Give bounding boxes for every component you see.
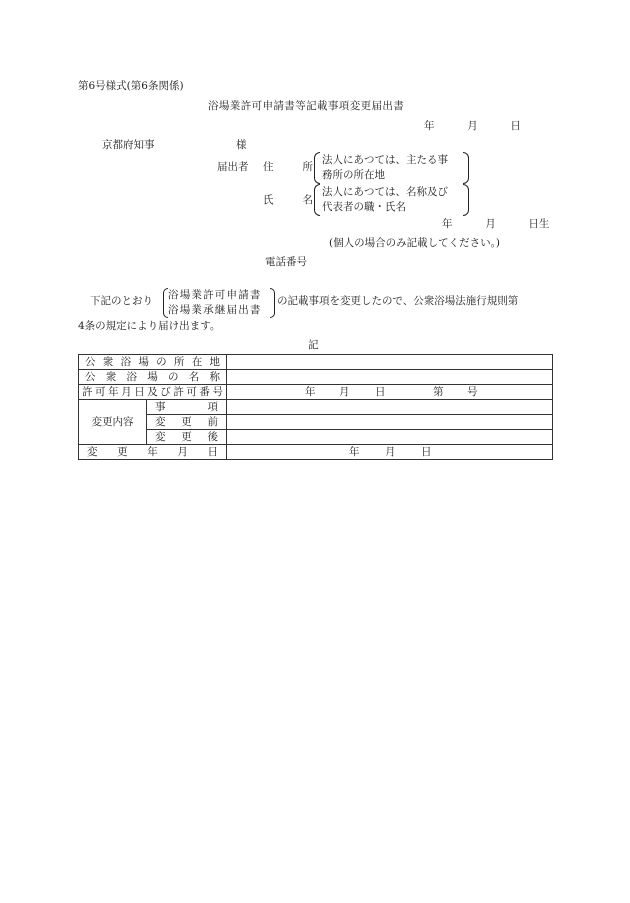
options-brace-right: [270, 288, 275, 318]
option-permit-application: 浴場業許可申請書: [168, 289, 262, 301]
form-title: 浴場業許可申請書等記載事項変更届出書: [208, 100, 405, 112]
location-label: 公 衆 浴 場 の 所 在 地: [79, 355, 227, 370]
after-label: 変 更 後: [147, 430, 227, 445]
name-note-line1: 法人にあつては、名称及び: [322, 186, 448, 198]
form-number: 第6号様式(第6条関係): [78, 80, 184, 92]
address-brace-left: [314, 152, 320, 184]
ki-heading: 記: [308, 339, 319, 351]
table-row: [79, 430, 553, 445]
table-row: [79, 370, 553, 385]
statement-line2: 4条の規定により届け出ます。: [78, 320, 221, 332]
birth-date: [442, 219, 549, 230]
address-note-line2: 務所の所在地: [322, 169, 385, 181]
address-note-line1: 法人にあつては、主たる事: [322, 154, 448, 166]
name-label: 氏 名: [263, 194, 313, 206]
address-brace-right: [463, 152, 469, 184]
submission-date: [424, 121, 521, 132]
table-row: [79, 355, 553, 370]
birth-year-label: 年: [442, 218, 453, 230]
phone-label: 電話番号: [265, 256, 307, 268]
permit-label: 許 可 年 月 日 及 び 許 可 番 号: [79, 385, 227, 400]
location-value[interactable]: [227, 355, 553, 370]
change-date-label: 変 更 年 月 日: [79, 445, 227, 460]
before-label: 変 更 前: [147, 415, 227, 430]
day-label: 日: [510, 120, 521, 132]
notifier-label: 届出者: [217, 161, 249, 173]
before-value[interactable]: [227, 415, 553, 430]
statement-prefix: 下記のとおり: [90, 295, 153, 307]
after-value[interactable]: [227, 430, 553, 445]
birth-day-label: 日生: [528, 218, 550, 230]
addressee-name: 京都府知事: [102, 139, 155, 151]
year-label: 年: [424, 120, 435, 132]
item-label: 事 項: [147, 400, 227, 415]
change-date-value[interactable]: 年 月 日: [227, 445, 553, 460]
bathhouse-name-label: 公 衆 浴 場 の 名 称: [79, 370, 227, 385]
bathhouse-name-value[interactable]: [227, 370, 553, 385]
name-brace-right: [463, 184, 469, 216]
month-label: 月: [467, 120, 478, 132]
address-label: 住 所: [263, 161, 313, 173]
option-succession-notice: 浴場業承継届出書: [168, 304, 262, 316]
statement-suffix: の記載事項を変更したので、公衆浴場法施行規則第: [277, 295, 519, 307]
addressee-honorific: 様: [236, 139, 247, 151]
name-brace-left: [314, 184, 320, 216]
permit-value[interactable]: 年 月 日 第 号: [227, 385, 553, 400]
name-note-line2: 代表者の職・氏名: [322, 201, 406, 213]
birth-month-label: 月: [485, 218, 496, 230]
table-row: [79, 400, 553, 415]
change-content-label: 変更内容: [79, 400, 147, 445]
individual-note: (個人の場合のみ記載してください。): [329, 237, 500, 249]
item-value[interactable]: [227, 400, 553, 415]
change-details-table: [78, 354, 553, 460]
table-row: [79, 415, 553, 430]
table-row: [79, 385, 553, 400]
table-row: [79, 445, 553, 460]
